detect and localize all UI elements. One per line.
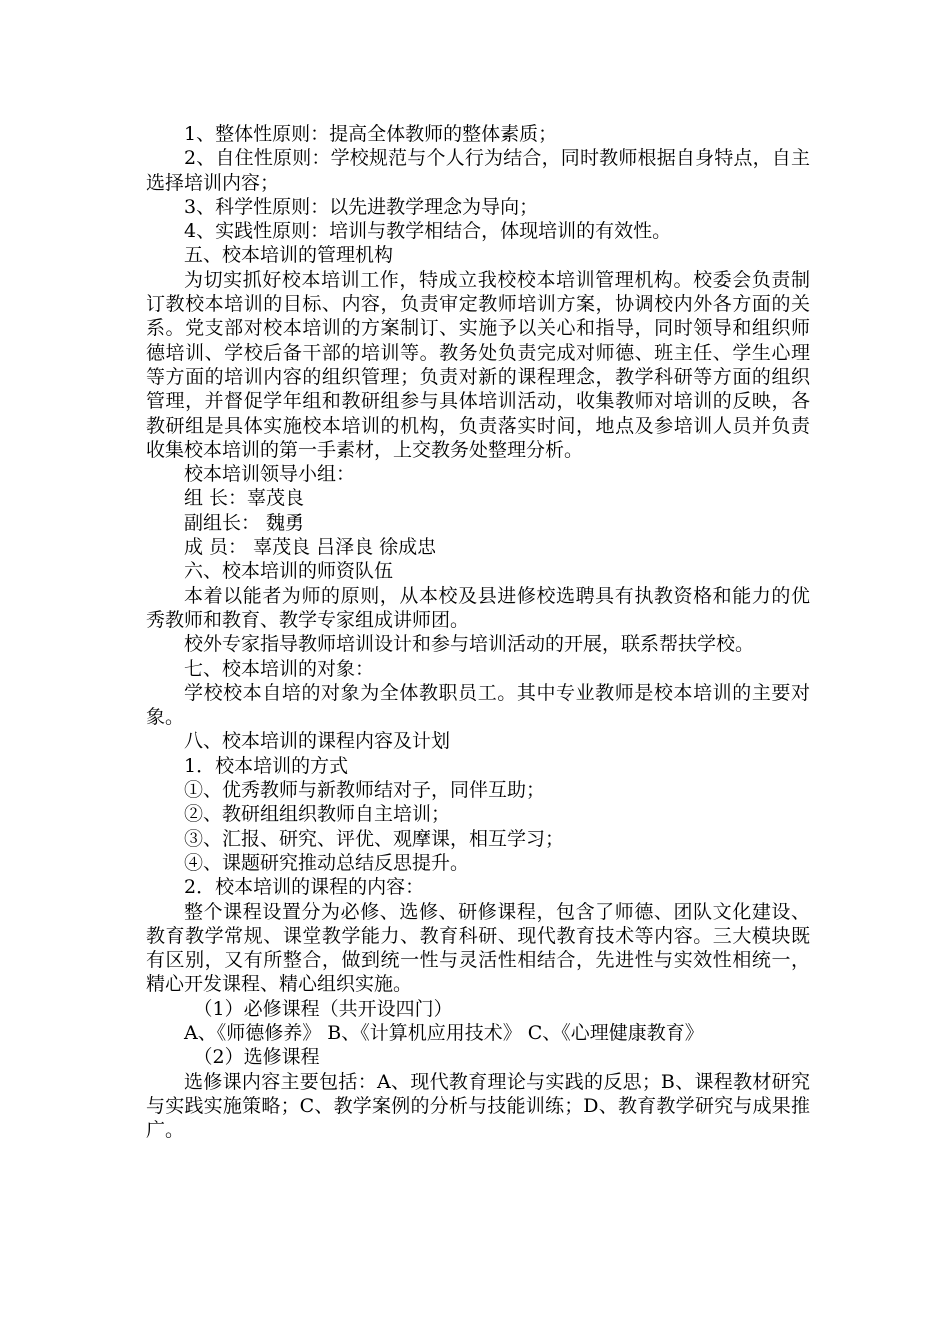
leadership-group-title: 校本培训领导小组： (184, 463, 356, 486)
content-heading: 2．校本培训的课程的内容： (184, 876, 425, 899)
method-item-3: ③、汇报、研究、评优、观摩课，相互学习； (184, 827, 565, 850)
method-heading: 1．校本培训的方式 (184, 754, 349, 777)
target-paragraph: 学校校本自培的对象为全体教职员工。其中专业教师是校本培训的主要对象。 (146, 681, 810, 729)
section-heading-8: 八、校本培训的课程内容及计划 (184, 730, 451, 753)
group-leader: 组 长：辜茂良 (184, 487, 305, 510)
document-body (146, 122, 810, 1142)
group-members: 成 员： 辜茂良 吕泽良 徐成忠 (184, 536, 437, 559)
principle-2: 2、自住性原则：学校规范与个人行为结合，同时教师根据自身特点，自主选择培训内容； (146, 147, 810, 194)
principle-1: 1、整体性原则：提高全体教师的整体素质； (184, 123, 558, 145)
method-item-4: ④、课题研究推动总结反思提升。 (184, 851, 470, 874)
method-item-2: ②、教研组组织教师自主培训； (184, 803, 451, 826)
external-experts-paragraph: 校外专家指导教师培训设计和参与培训活动的开展，联系帮扶学校。 (184, 633, 755, 656)
management-paragraph: 为切实抓好校本培训工作，特成立我校校本培训管理机构。校委会负责制订教校本培训的目标、内容，负责审定教师培训方案，协调校内外各方面的关系。党支部对校本培训的方案制订、实施予以关心和指导，同时领导和组织师德培训、学校后备干部的培训等。教务处负责完成对师德、班主任、学生心理等方面的培训内容的组织管理；负责对新的课程理念，教学科研等方面的组织管理，并督促学年组和教研组参与具体培训活动，收集教师对培训的反映，各教研组是具体实施校本培训的机构，负责落实时间，地点及参培训人员并负责收集校本培训的第一手素材，上交教务处整理分析。 (146, 268, 810, 461)
principle-3: 3、科学性原则：以先进教学理念为导向； (184, 195, 539, 218)
section-heading-5: 五、校本培训的管理机构 (184, 244, 394, 267)
section-heading-7: 七、校本培训的对象： (184, 657, 375, 680)
elective-courses-heading: （2）选修课程 (193, 1046, 320, 1069)
required-courses-heading: （1）必修课程（共开设四门） (193, 997, 453, 1020)
deputy-leader: 副组长： 魏勇 (184, 511, 305, 534)
required-courses-list: A、《师德修养》 B、《计算机应用技术》 C、《心理健康教育》 (184, 1021, 704, 1044)
teacher-team-paragraph: 本着以能者为师的原则，从本校及县进修校选聘具有执教资格和能力的优秀教师和教育、教学专家组成讲师团。 (146, 584, 810, 631)
content-paragraph: 整个课程设置分为必修、选修、研修课程，包含了师德、团队文化建设、教育教学常规、课堂教学能力、教育科研、现代教育技术等内容。三大模块既有区别，又有所整合，做到统一性与灵活性相结合，先进性与实效性相统一，精心开发课程、精心组织实施。 (146, 900, 810, 996)
section-heading-6: 六、校本培训的师资队伍 (184, 560, 394, 583)
principle-4: 4、实践性原则：培训与教学相结合，体现培训的有效性。 (184, 220, 672, 243)
method-item-1: ①、优秀教师与新教师结对子，同伴互助； (184, 779, 546, 802)
elective-courses-paragraph: 选修课内容主要包括：A、现代教育理论与实践的反思；B、课程教材研究与实践实施策略；C、教学案例的分析与技能训练；D、教育教学研究与成果推广。 (146, 1070, 810, 1142)
